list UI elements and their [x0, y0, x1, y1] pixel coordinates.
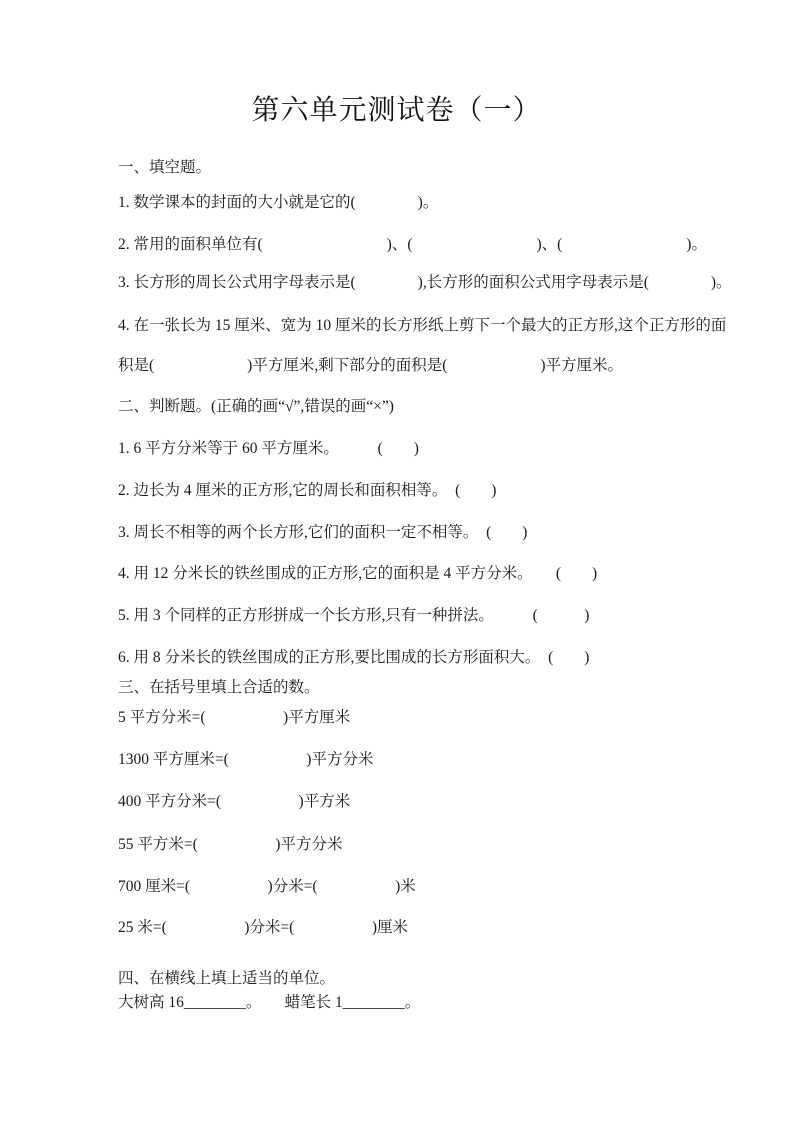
units-question-line: 大树高 16________。 蜡笔长 1________。 [118, 994, 421, 1011]
fill-question-1: 1. 数学课本的封面的大小就是它的( )。 [118, 194, 439, 211]
fill-question-2: 2. 常用的面积单位有( )、( )、( )。 [118, 236, 707, 253]
convert-item-3: 400 平方分米=( )平方米 [118, 793, 351, 810]
section-convert-heading: 三、在括号里填上合适的数。 [118, 679, 320, 696]
section-units-heading: 四、在横线上填上适当的单位。 [118, 970, 336, 987]
fill-question-4-line-1: 4. 在一张长为 15 厘米、宽为 10 厘米的长方形纸上剪下一个最大的正方形,这个正方形的面 [118, 317, 727, 334]
judge-question-1: 1. 6 平方分米等于 60 平方厘米。 ( ) [118, 440, 419, 457]
page-title: 第六单元测试卷（一） [251, 95, 542, 126]
section-judge-heading: 二、判断题。(正确的画“√”,错误的画“×”) [118, 398, 394, 415]
judge-question-5: 5. 用 3 个同样的正方形拼成一个长方形,只有一种拼法。 ( ) [118, 607, 590, 624]
convert-item-1: 5 平方分米=( )平方厘米 [118, 709, 351, 726]
fill-question-4-line-2: 积是( )平方厘米,剩下部分的面积是( )平方厘米。 [118, 357, 624, 374]
section-fill-heading: 一、填空题。 [118, 159, 212, 176]
convert-item-5: 700 厘米=( )分米=( )米 [118, 878, 416, 895]
judge-question-2: 2. 边长为 4 厘米的正方形,它的周长和面积相等。 ( ) [118, 482, 497, 499]
judge-question-3: 3. 周长不相等的两个长方形,它们的面积一定不相等。 ( ) [118, 524, 528, 541]
convert-item-4: 55 平方米=( )平方分米 [118, 836, 343, 853]
convert-item-2: 1300 平方厘米=( )平方分米 [118, 751, 374, 768]
judge-question-4: 4. 用 12 分米长的铁丝围成的正方形,它的面积是 4 平方分米。 ( ) [118, 565, 598, 582]
convert-item-6: 25 米=( )分米=( )厘米 [118, 919, 409, 936]
judge-question-6: 6. 用 8 分米长的铁丝围成的正方形,要比围成的长方形面积大。 ( ) [118, 649, 590, 666]
fill-question-3: 3. 长方形的周长公式用字母表示是( ),长方形的面积公式用字母表示是( )。 [118, 274, 732, 291]
